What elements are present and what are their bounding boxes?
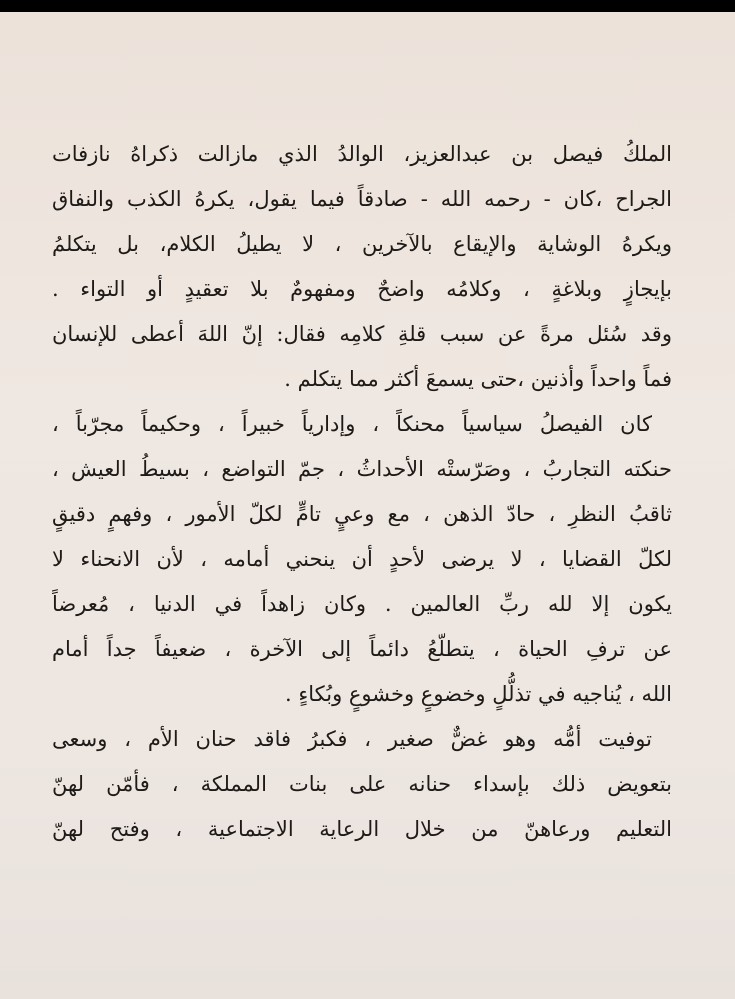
text-line-9: ثاقبُ النظرِ ، حادّ الذهن ، مع وعيٍ تامٍّ لكلّ الأمور ، وفهمٍ دقيقٍ — [52, 502, 672, 526]
top-black-bar — [0, 0, 735, 12]
document-page — [0, 12, 735, 999]
text-line-15: بتعويض ذلك بإسداء حنانه على بنات المملكة ، فأمّن لهنّ — [52, 772, 672, 796]
text-line-4: بإيجازٍ وبلاغةٍ ، وكلامُه واضحٌ ومفهومٌ بلا تعقيدٍ أو التواء . — [52, 277, 672, 301]
text-line-3: ويكرهُ الوشاية والإيقاع بالآخرين ، لا يطيلُ الكلام، بل يتكلمُ — [52, 232, 672, 256]
text-line-16: التعليم ورعاهنّ من خلال الرعاية الاجتماعية ، وفتح لهنّ — [52, 817, 672, 841]
arabic-text-block — [52, 132, 672, 852]
text-line-13: الله ، يُناجيه في تذلُّلٍ وخضوعٍ وخشوعٍ وبُكاءٍ . — [285, 682, 672, 706]
text-line-2: الجراح ،كان - رحمه الله - صادقاً فيما يقول، يكرهُ الكذب والنفاق — [52, 187, 672, 211]
text-line-1: الملكُ فيصل بن عبدالعزيز، الوالدُ الذي مازالت ذكراهُ نازفات — [52, 142, 672, 166]
text-line-10: لكلّ القضايا ، لا يرضى لأحدٍ أن ينحني أمامه ، لأن الانحناء لا — [52, 547, 672, 571]
text-line-11: يكون إلا لله ربِّ العالمين . وكان زاهداً في الدنيا ، مُعرضاً — [52, 592, 672, 616]
text-line-7: كان الفيصلُ سياسياً محنكاً ، وإدارياً خبيراً ، وحكيماً مجرّباً ، — [52, 412, 652, 436]
text-line-5: وقد سُئل مرةً عن سبب قلةِ كلامِه فقال: إنّ اللهَ أعطى للإنسان — [52, 322, 672, 346]
text-line-6: فماً واحداً وأذنين ،حتى يسمعَ أكثر مما يتكلم . — [284, 367, 672, 391]
text-line-14: توفيت أمُّه وهو غضٌّ صغير ، فكبرُ فاقد حنان الأم ، وسعى — [52, 727, 652, 751]
text-line-8: حنكته التجاربُ ، وصَرّستْه الأحداثُ ، جمّ التواضع ، بسيطُ العيش ، — [52, 457, 672, 481]
text-line-12: عن ترفِ الحياة ، يتطلّعُ دائماً إلى الآخرة ، ضعيفاً جداً أمام — [52, 637, 672, 661]
